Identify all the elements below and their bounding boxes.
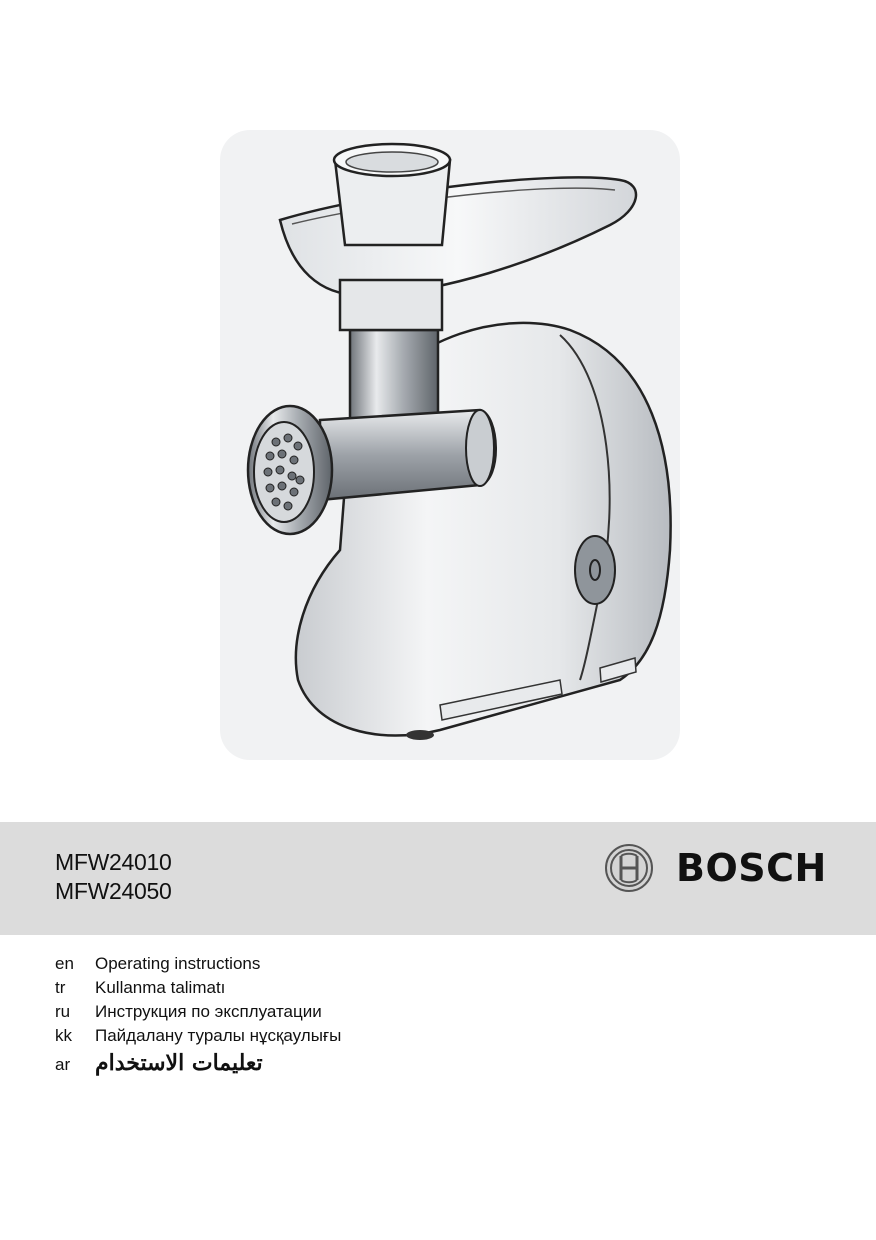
language-title: تعليمات الاستخدام [95,1050,263,1076]
language-list [55,954,341,1074]
language-code: en [55,954,74,973]
list-item [55,1026,341,1050]
list-item [55,954,341,978]
language-title: Operating instructions [95,954,261,973]
model-number: MFW24010 [55,849,172,875]
language-title: Kullanma talimatı [95,978,226,997]
language-title: Инструкция по эксплуатации [95,1002,322,1021]
language-code: ru [55,1002,71,1021]
brand-logo [604,843,834,893]
language-code: kk [55,1026,72,1045]
language-title: Пайдалану туралы нұсқаулығы [95,1026,342,1045]
model-numbers [55,848,171,906]
list-item [55,978,341,1002]
meat-grinder-illustration-icon [180,120,700,780]
brand-name: BOSCH [676,846,827,890]
model-number: MFW24050 [55,878,172,904]
list-item [55,1002,341,1026]
bosch-armature-logo-icon [604,843,654,893]
language-code: tr [55,978,66,997]
language-code: ar [55,1055,71,1074]
list-item [55,1050,341,1074]
